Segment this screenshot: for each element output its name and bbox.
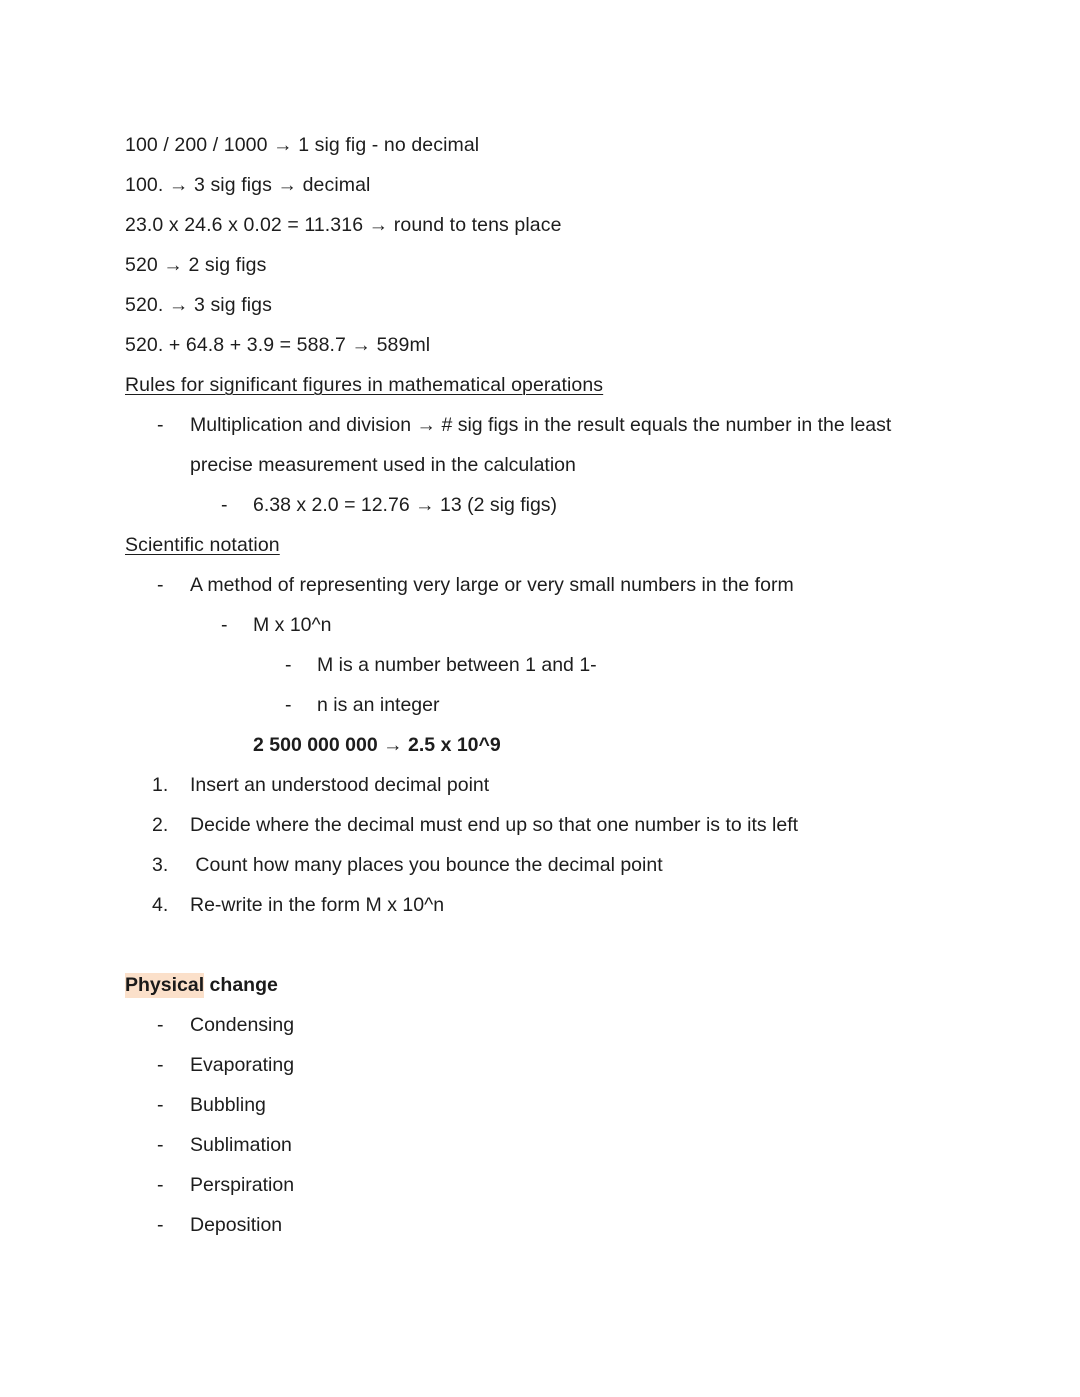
- list-item: [125, 805, 900, 845]
- list-item: [125, 885, 900, 925]
- heading-physical-change: [125, 965, 900, 1005]
- dash-bullet-icon: -: [157, 1134, 164, 1156]
- ordered-marker: 3.: [152, 854, 169, 876]
- list-item-label: Count how many places you bounce the decimal point: [190, 854, 663, 876]
- list-item: [125, 645, 900, 685]
- dash-bullet-icon: -: [157, 1054, 164, 1076]
- list-item: [125, 765, 900, 805]
- dash-bullet-icon: -: [221, 614, 228, 636]
- list-item: [125, 1205, 900, 1245]
- list-item-label: Re-write in the form M x 10^n: [190, 894, 445, 916]
- dash-bullet-icon: -: [157, 1174, 164, 1196]
- list-item-label: n is an integer: [317, 694, 440, 716]
- heading-scientific-notation: Scientific notation: [125, 534, 280, 556]
- list-item: [125, 685, 900, 725]
- list-item-label: Deposition: [190, 1214, 283, 1236]
- list-item-label: M x 10^n: [253, 614, 332, 636]
- list-item: [125, 1085, 900, 1125]
- ordered-marker: 4.: [152, 894, 169, 916]
- list-item: [125, 1005, 900, 1045]
- note-line-example-6: 520. + 64.8 + 3.9 = 588.7 → 589ml: [125, 334, 431, 356]
- heading-rules-for-significant-figures: Rules for significant figures in mathematical operations: [125, 374, 604, 396]
- list-item-label: M is a number between 1 and 1-: [317, 654, 597, 676]
- dash-bullet-icon: -: [157, 1094, 164, 1116]
- note-line-example-5: 520. → 3 sig figs: [125, 294, 272, 316]
- list-item: [125, 605, 900, 645]
- list-item-label: Perspiration: [190, 1174, 295, 1196]
- note-line-example-3: 23.0 x 24.6 x 0.02 = 11.316 → round to tens place: [125, 214, 562, 236]
- list-item: [125, 1125, 900, 1165]
- note-line-example-2: 100. → 3 sig figs → decimal: [125, 174, 371, 196]
- list-item: [125, 565, 900, 605]
- scientific-notation-example-label: 2 500 000 000 → 2.5 x 10^9: [253, 734, 501, 756]
- list-item-label: Condensing: [190, 1014, 295, 1036]
- list-item-label: 6.38 x 2.0 = 12.76 → 13 (2 sig figs): [253, 494, 558, 516]
- list-item: [125, 1165, 900, 1205]
- list-item-label: Evaporating: [190, 1054, 295, 1076]
- dash-bullet-icon: -: [157, 574, 164, 596]
- list-item-label: A method of representing very large or very small numbers in the form: [190, 574, 794, 596]
- note-line-example-4: 520 → 2 sig figs: [125, 254, 267, 276]
- scientific-notation-example: [125, 725, 900, 765]
- list-item-label: Sublimation: [190, 1134, 292, 1156]
- ordered-marker: 1.: [152, 774, 169, 796]
- ordered-marker: 2.: [152, 814, 169, 836]
- dash-bullet-icon: -: [221, 494, 228, 516]
- list-item-label: Multiplication and division → # sig figs in the result equals the number in the least precise measurement used in the calculation: [190, 414, 897, 476]
- dash-bullet-icon: -: [157, 1014, 164, 1036]
- list-item: [125, 405, 900, 485]
- list-item-label: Insert an understood decimal point: [190, 774, 490, 796]
- highlighted-heading-word: Physical: [125, 974, 205, 996]
- list-item-label: Bubbling: [190, 1094, 266, 1116]
- dash-bullet-icon: -: [157, 414, 164, 436]
- list-item-label: Decide where the decimal must end up so that one number is to its left: [190, 814, 799, 836]
- list-item: [125, 1045, 900, 1085]
- note-line-example-1: 100 / 200 / 1000 → 1 sig fig - no decimal: [125, 134, 480, 156]
- blank-line: [125, 925, 900, 965]
- heading-physical-change-rest: change: [204, 974, 278, 996]
- dash-bullet-icon: -: [157, 1214, 164, 1236]
- dash-bullet-icon: -: [285, 694, 292, 716]
- list-item: [125, 485, 900, 525]
- dash-bullet-icon: -: [285, 654, 292, 676]
- list-item: [125, 845, 900, 885]
